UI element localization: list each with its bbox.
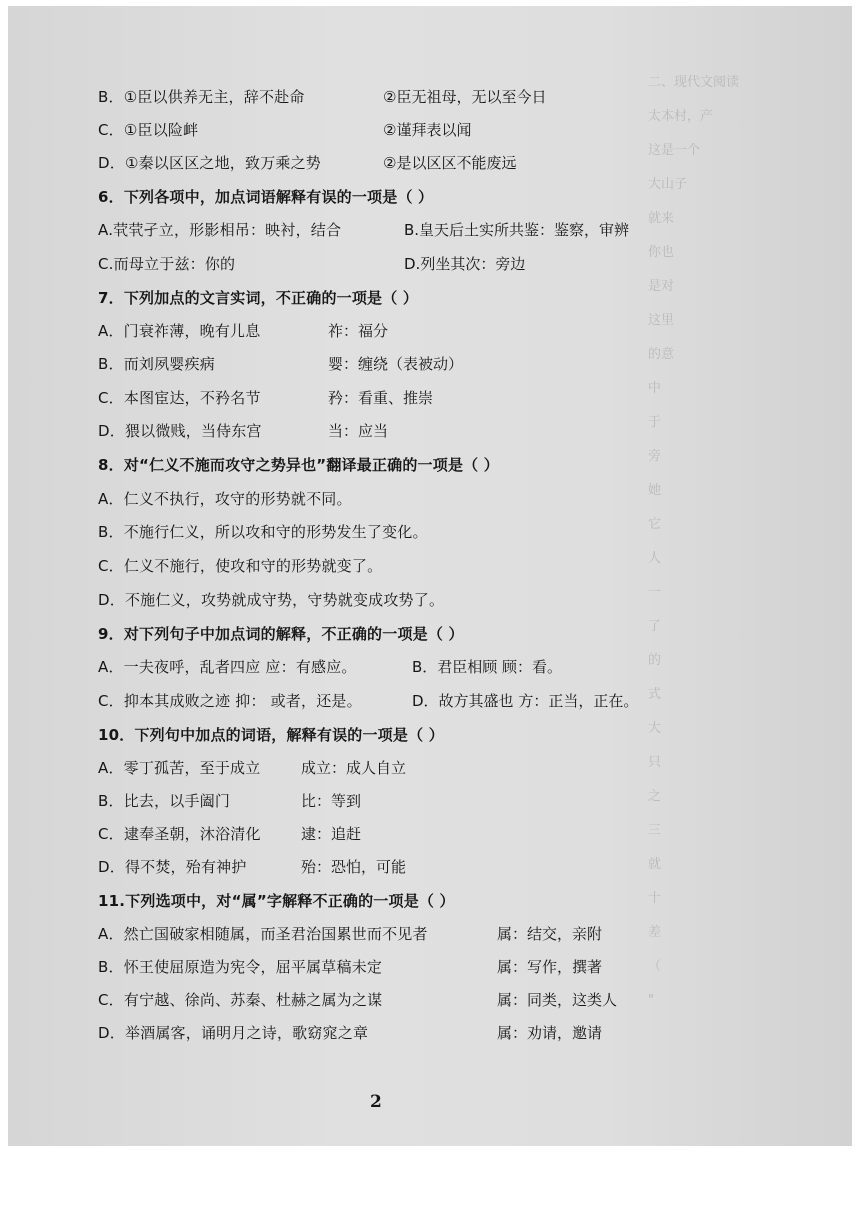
q10-option-d-gloss: 殆：恐怕，可能 xyxy=(301,858,407,876)
q11-option-c: C．有宁越、徐尚、苏秦、杜赫之属为之谋 xyxy=(98,991,383,1009)
q7-option-c: C．本图宦达，不矜名节 xyxy=(98,389,261,407)
question-8: 8．对“仁义不施而攻守之势异也”翻译最正确的一项是（ ） xyxy=(98,456,499,474)
q11-option-d-gloss: 属：劝请，邀请 xyxy=(497,1024,603,1042)
q7-option-a: A．门衰祚薄，晚有儿息 xyxy=(98,322,261,340)
q5-option-b-2: ②臣无祖母，无以至今日 xyxy=(383,88,547,106)
q7-option-d-gloss: 当：应当 xyxy=(328,422,389,440)
q10-option-c-gloss: 逮：追赶 xyxy=(301,825,362,843)
q9-option-b: B．君臣相顾 顾：看。 xyxy=(412,658,563,676)
q5-option-d-2: ②是以区区不能废远 xyxy=(383,154,517,172)
q8-option-c: C．仁义不施行，使攻和守的形势就变了。 xyxy=(98,557,383,575)
q5-option-c: C．①臣以险衅 xyxy=(98,121,199,139)
q6-option-d: D.列坐其次：旁边 xyxy=(404,255,526,273)
q9-option-a: A．一夫夜呼，乱者四应 应：有感应。 xyxy=(98,658,357,676)
q11-option-a-gloss: 属：结交，亲附 xyxy=(497,925,603,943)
q11-option-b: B．怀王使屈原造为宪令，屈平属草稿未定 xyxy=(98,958,383,976)
q8-option-a: A．仁义不执行，攻守的形势就不同。 xyxy=(98,490,352,508)
question-6: 6．下列各项中，加点词语解释有误的一项是（ ） xyxy=(98,188,434,206)
q6-option-b: B.皇天后土实所共鉴：鉴察，审辨 xyxy=(404,221,630,239)
question-7: 7．下列加点的文言实词，不正确的一项是（ ） xyxy=(98,289,419,307)
question-11: 11.下列选项中，对“属”字解释不正确的一项是（ ） xyxy=(98,892,455,910)
q7-option-a-gloss: 祚：福分 xyxy=(328,322,389,340)
question-9: 9．对下列句子中加点词的解释，不正确的一项是（ ） xyxy=(98,625,464,643)
q10-option-a-gloss: 成立：成人自立 xyxy=(301,759,407,777)
q11-option-b-gloss: 属：写作，撰著 xyxy=(497,958,603,976)
q7-option-b-gloss: 婴：缠绕（表被动） xyxy=(328,355,464,373)
q7-option-d: D．猥以微贱，当侍东宫 xyxy=(98,422,262,440)
q10-option-b-gloss: 比：等到 xyxy=(301,792,362,810)
q8-option-d: D．不施仁义，攻势就成守势，守势就变成攻势了。 xyxy=(98,591,445,609)
q10-option-b: B．比去，以手阖门 xyxy=(98,792,231,810)
q11-option-c-gloss: 属：同类，这类人 xyxy=(497,991,618,1009)
question-10: 10．下列句中加点的词语，解释有误的一项是（ ） xyxy=(98,726,444,744)
q11-option-d: D．举酒属客，诵明月之诗，歌窈窕之章 xyxy=(98,1024,369,1042)
q11-option-a: A．然亡国破家相随属，而圣君治国累世而不见者 xyxy=(98,925,428,943)
q5-option-b: B．①臣以供养无主，辞不赴命 xyxy=(98,88,305,106)
bleed-through-text: 二、现代文阅读 太本村，产 这是一个 大山子 就来 你也 是对 这里 的意 中 于 旁 她 它 人 一 了 的 式 大 只 之 三 就 十 差 （ " xyxy=(648,75,740,1008)
q9-option-c: C．抑本其成败之迹 抑： 或者，还是。 xyxy=(98,692,362,710)
q10-option-d: D．得不焚，殆有神护 xyxy=(98,858,247,876)
q8-option-b: B．不施行仁义，所以攻和守的形势发生了变化。 xyxy=(98,523,428,541)
q6-option-a: A.茕茕孑立，形影相吊：映衬，结合 xyxy=(98,221,342,239)
q10-option-a: A．零丁孤苦，至于成立 xyxy=(98,759,261,777)
q9-option-d: D．故方其盛也 方：正当，正在。 xyxy=(412,692,639,710)
q7-option-c-gloss: 矜：看重、推崇 xyxy=(328,389,434,407)
q5-option-c-2: ②谨拜表以闻 xyxy=(383,121,472,139)
q7-option-b: B．而刘夙婴疾病 xyxy=(98,355,215,373)
q10-option-c: C．逮奉圣朝，沐浴清化 xyxy=(98,825,261,843)
q6-option-c: C.而母立于兹：你的 xyxy=(98,255,236,273)
q5-option-d: D．①秦以区区之地，致万乘之势 xyxy=(98,154,321,172)
page-number: 2 xyxy=(370,1092,382,1112)
